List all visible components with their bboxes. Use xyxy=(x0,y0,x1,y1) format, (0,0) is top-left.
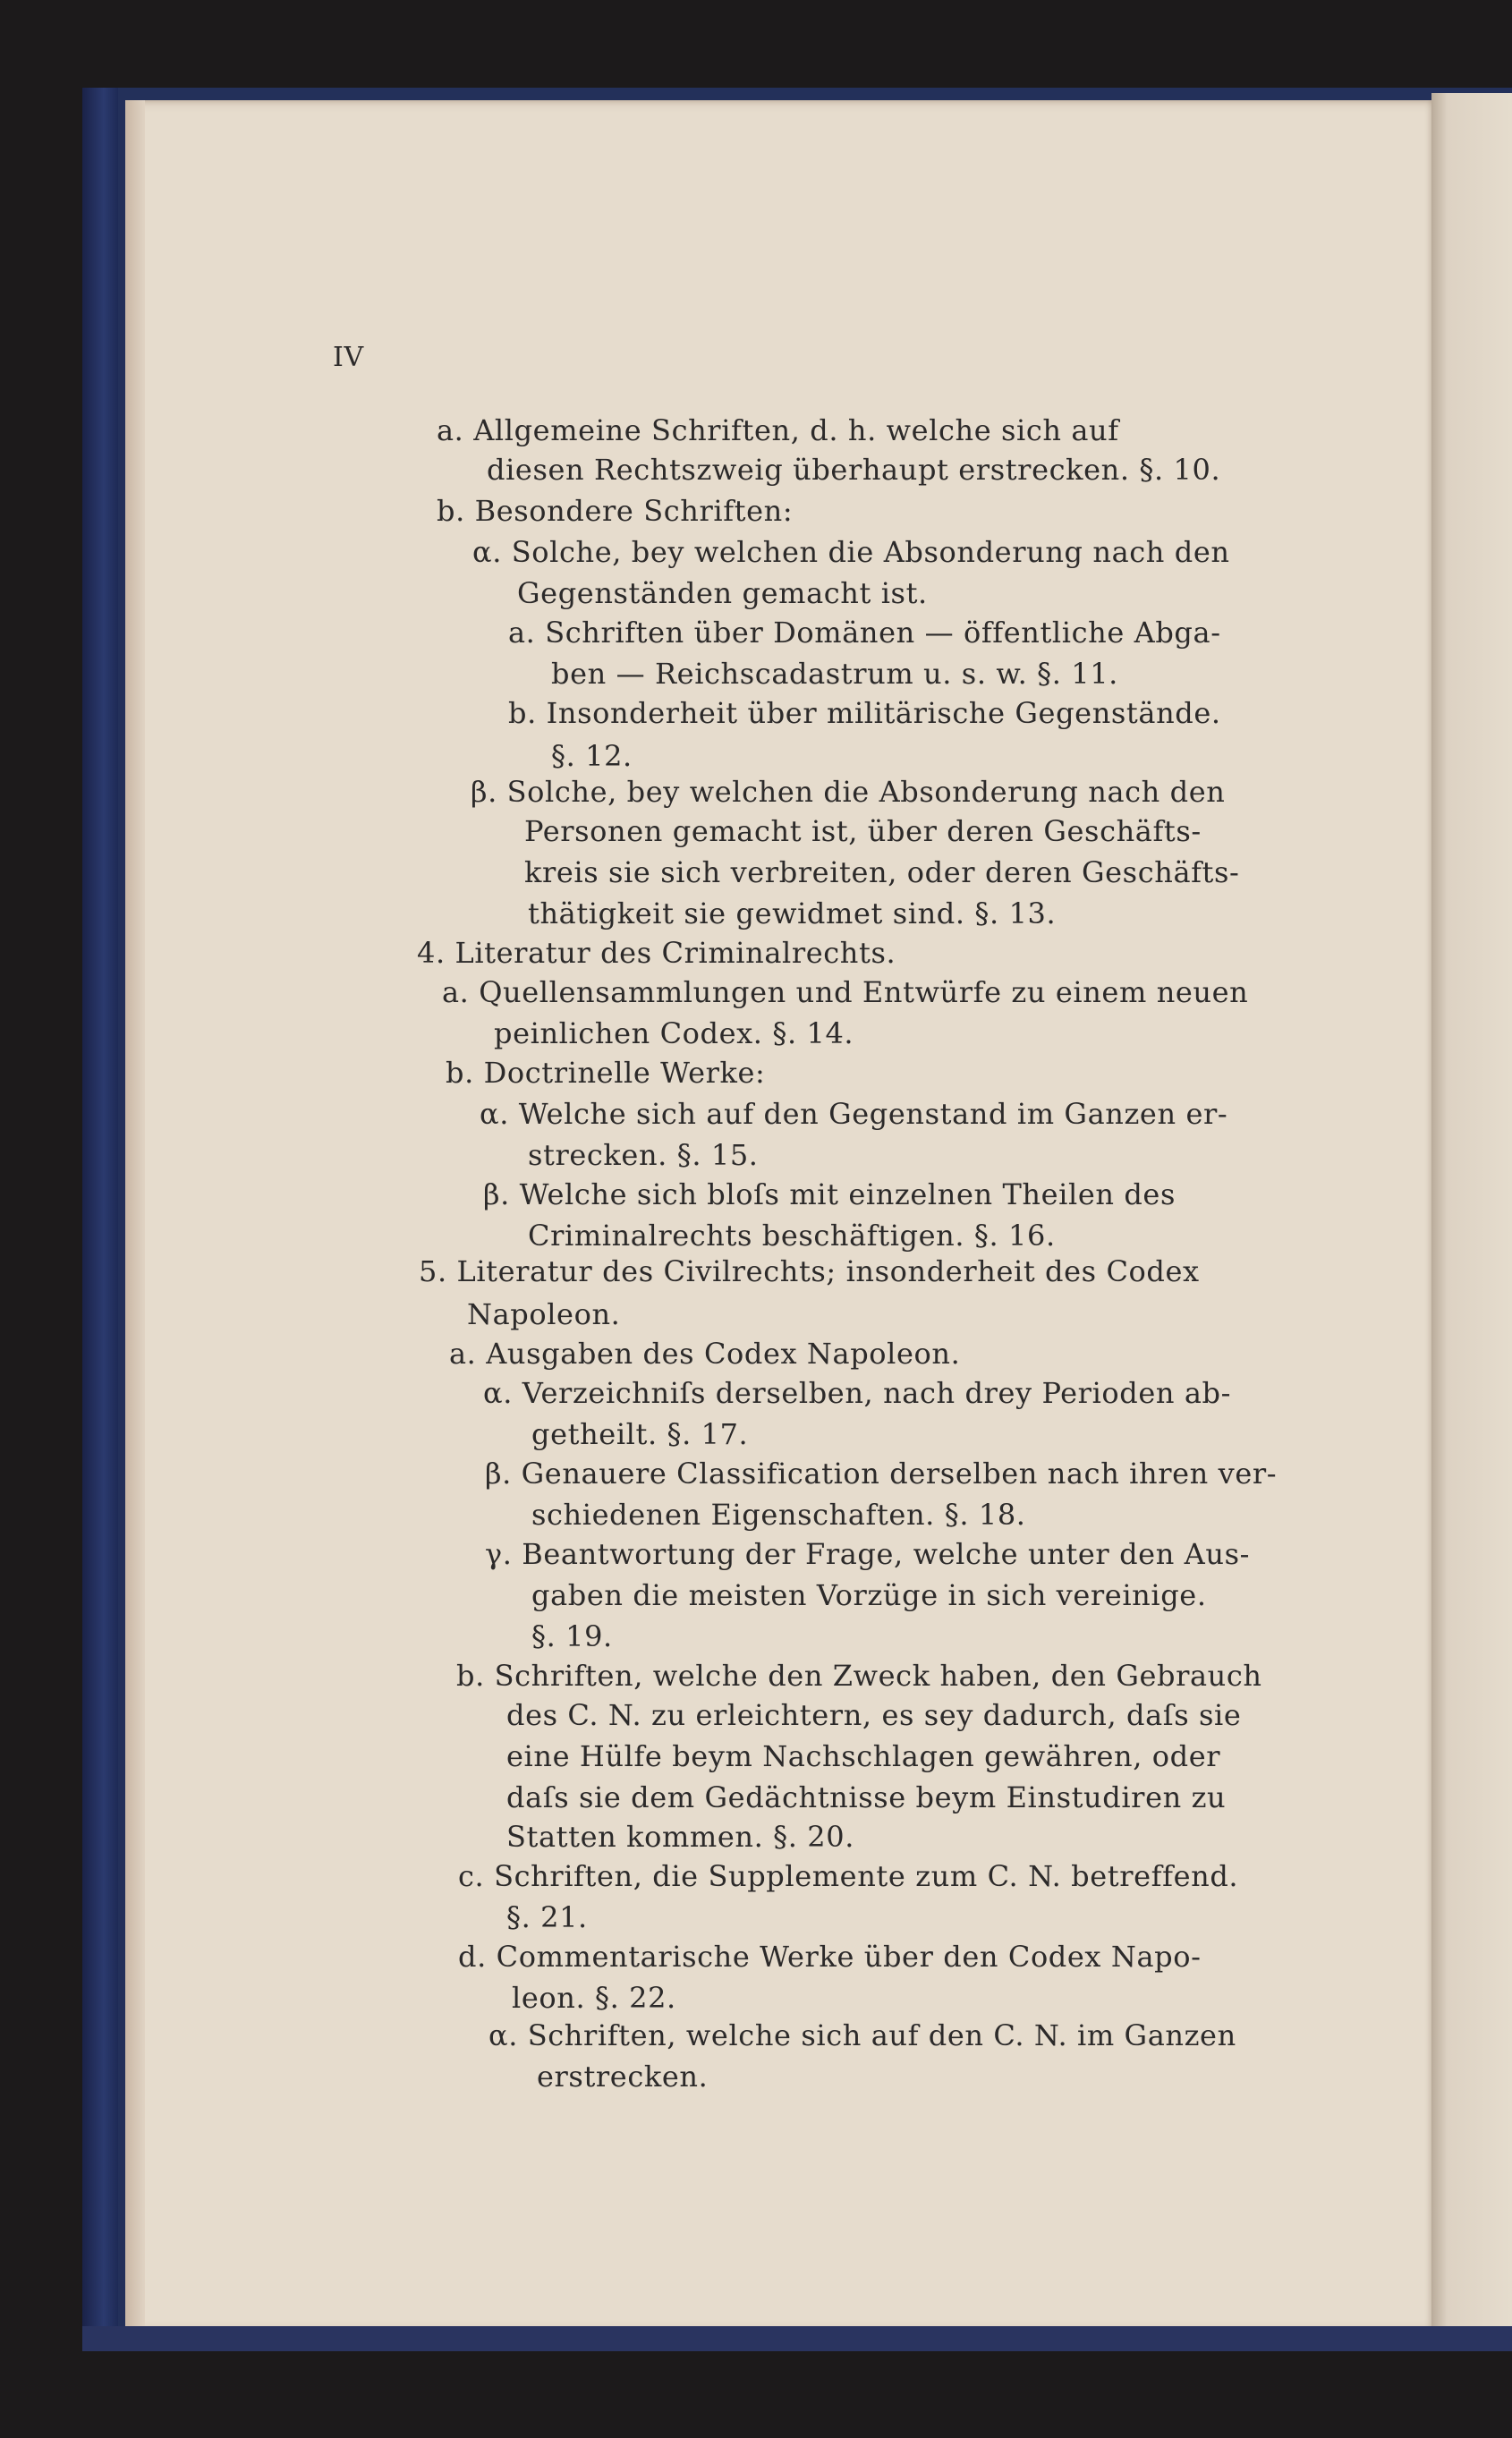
toc-line: β. Solche, bey welchen die Absonderung nach den xyxy=(471,775,1226,809)
toc-line: §. 21. xyxy=(506,1900,588,1934)
toc-line: α. Solche, bey welchen die Absonderung nach den xyxy=(472,535,1230,569)
toc-line: diesen Rechtszweig überhaupt erstrecken. §. 10. xyxy=(487,453,1221,487)
toc-line: c. Schriften, die Supplemente zum C. N. betreffend. xyxy=(458,1859,1239,1893)
toc-line: 5. Literatur des Civilrechts; insonderheit des Codex xyxy=(419,1254,1200,1288)
toc-line: a. Quellensammlungen und Entwürfe zu einem neuen xyxy=(442,975,1249,1009)
cover-bottom xyxy=(82,2326,1512,2351)
toc-line: daſs sie dem Gedächtnisse beym Einstudiren zu xyxy=(506,1780,1227,1814)
cover-edge xyxy=(82,88,118,2351)
toc-line: §. 12. xyxy=(551,739,633,773)
toc-line: §. 19. xyxy=(531,1619,613,1653)
toc-line: des C. N. zu erleichtern, es sey dadurch, daſs sie xyxy=(506,1698,1242,1732)
toc-line: eine Hülfe beym Nachschlagen gewähren, oder xyxy=(506,1739,1221,1773)
right-leaf xyxy=(1431,93,1512,2334)
toc-line: a. Schriften über Domänen — öffentliche Abga- xyxy=(508,616,1221,650)
toc-line: kreis sie sich verbreiten, oder deren Geschäfts- xyxy=(524,855,1240,889)
toc-line: a. Allgemeine Schriften, d. h. welche sich auf xyxy=(437,413,1119,447)
toc-line: Criminalrechts beschäftigen. §. 16. xyxy=(528,1219,1056,1253)
toc-line: β. Welche sich bloſs mit einzelnen Theilen des xyxy=(483,1177,1176,1211)
toc-line: b. Doctrinelle Werke: xyxy=(446,1056,766,1090)
toc-line: leon. §. 22. xyxy=(512,1981,676,2015)
page-number: IV xyxy=(333,342,364,373)
toc-line: α. Schriften, welche sich auf den C. N. im Ganzen xyxy=(488,2018,1236,2052)
toc-line: peinlichen Codex. §. 14. xyxy=(494,1016,854,1050)
toc-line: b. Besondere Schriften: xyxy=(437,494,794,528)
toc-line: α. Verzeichniſs derselben, nach drey Perioden ab- xyxy=(483,1376,1232,1410)
toc-line: schiedenen Eigenschaften. §. 18. xyxy=(531,1498,1026,1532)
toc-line: b. Schriften, welche den Zweck haben, den Gebrauch xyxy=(456,1659,1262,1693)
page-gutter xyxy=(125,100,145,2332)
toc-line: d. Commentarische Werke über den Codex Napo- xyxy=(458,1940,1202,1974)
toc-line: strecken. §. 15. xyxy=(528,1138,759,1172)
toc-line: Gegenständen gemacht ist. xyxy=(517,576,928,610)
toc-line: gaben die meisten Vorzüge in sich vereinige. xyxy=(531,1578,1207,1612)
toc-line: γ. Beantwortung der Frage, welche unter den Aus- xyxy=(485,1537,1251,1571)
toc-line: Napoleon. xyxy=(467,1297,621,1331)
toc-line: Statten kommen. §. 20. xyxy=(506,1820,854,1854)
toc-line: α. Welche sich auf den Gegenstand im Ganzen er- xyxy=(480,1097,1228,1131)
toc-line: b. Insonderheit über militärische Gegenstände. xyxy=(508,696,1221,730)
toc-line: getheilt. §. 17. xyxy=(531,1417,749,1451)
toc-line: a. Ausgaben des Codex Napoleon. xyxy=(449,1337,961,1371)
toc-line: Personen gemacht ist, über deren Geschäfts- xyxy=(524,814,1202,848)
toc-line: thätigkeit sie gewidmet sind. §. 13. xyxy=(528,896,1057,930)
toc-line: 4. Literatur des Criminalrechts. xyxy=(417,936,896,970)
toc-line: erstrecken. xyxy=(537,2060,709,2094)
toc-line: β. Genauere Classification derselben nach ihren ver- xyxy=(485,1457,1278,1491)
toc-line: ben — Reichscadastrum u. s. w. §. 11. xyxy=(551,657,1118,691)
